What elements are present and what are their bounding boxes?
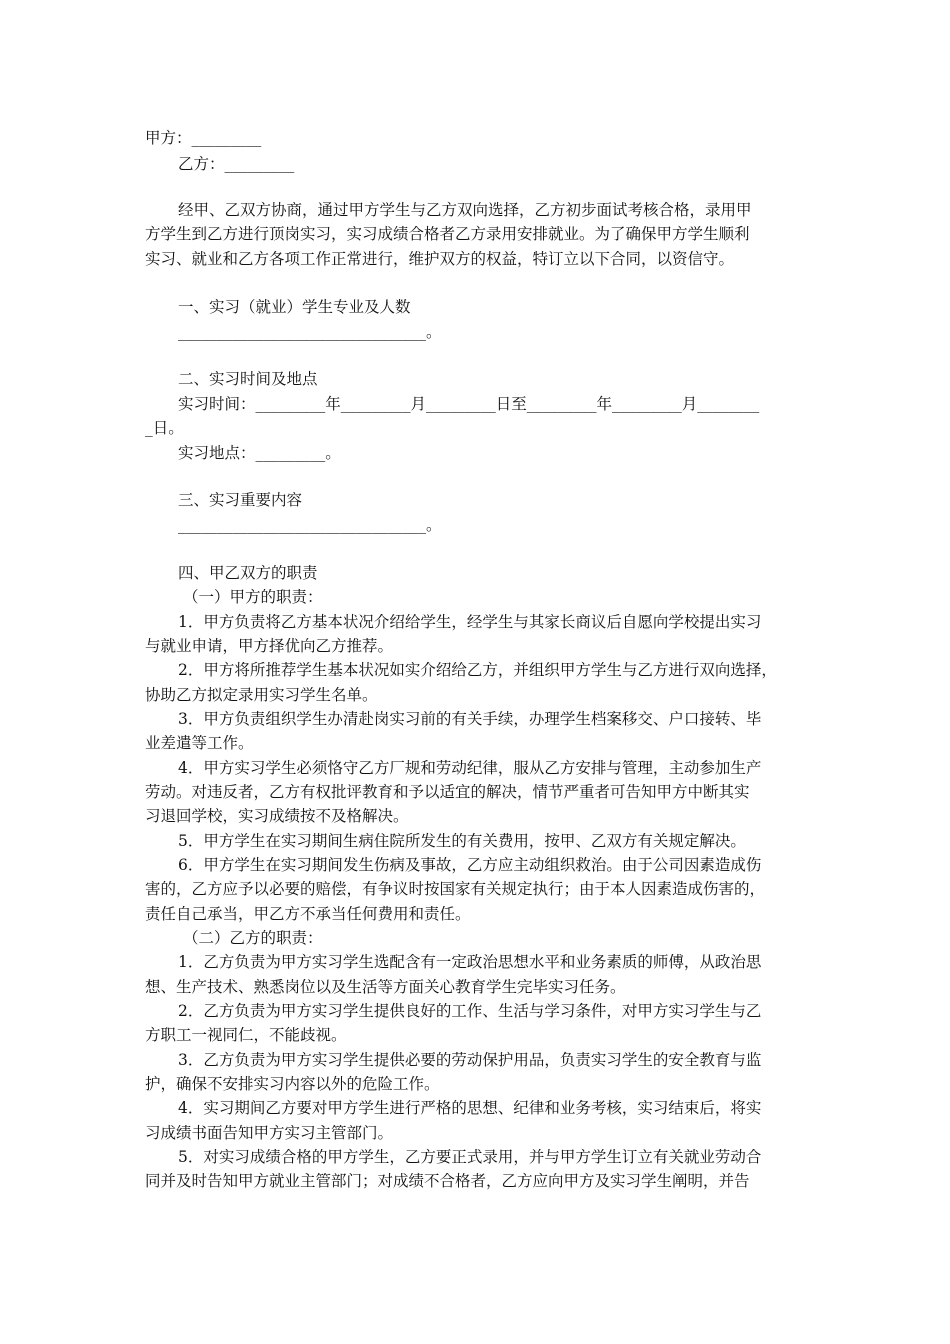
duty-line: 习成绩书面告知甲方实习主管部门。 bbox=[145, 1124, 394, 1142]
duty-line: 协助乙方拟定录用实习学生名单。 bbox=[145, 686, 378, 704]
duty-line: 3．甲方负责组织学生办清赴岗实习前的有关手续，办理学生档案移交、户口接转、毕 bbox=[178, 710, 762, 728]
internship-time-line: 实习时间：_________年_________月_________日至_________年_________月________ bbox=[178, 395, 760, 413]
duty-line: 想、生产技术、熟悉岗位以及生活等方面关心教育学生完毕实习任务。 bbox=[145, 978, 626, 996]
duty-line: 1．乙方负责为甲方实习学生选配含有一定政治思想水平和业务素质的师傅，从政治思 bbox=[178, 953, 762, 971]
duty-line: 劳动。对违反者，乙方有权批评教育和予以适宜的解决，情节严重者可告知甲方中断其实 bbox=[145, 783, 750, 801]
duty-line: 2．甲方将所推荐学生基本状况如实介绍给乙方，并组织甲方学生与乙方进行双向选择， bbox=[178, 661, 777, 679]
section-1-blank: ________________________________。 bbox=[178, 323, 442, 341]
duty-line: 业差遣等工作。 bbox=[145, 734, 254, 752]
duty-line: 5．甲方学生在实习期间生病住院所发生的有关费用，按甲、乙双方有关规定解决。 bbox=[178, 832, 746, 850]
section-4-title: 四、甲乙双方的职责 bbox=[178, 564, 318, 582]
duty-line: 护，确保不安排实习内容以外的危险工作。 bbox=[145, 1075, 440, 1093]
intro-line: 方学生到乙方进行顶岗实习，实习成绩合格者乙方录用安排就业。为了确保甲方学生顺利 bbox=[145, 225, 750, 243]
party-a-line: 甲方：_________ bbox=[145, 129, 262, 147]
intro-line: 经甲、乙双方协商，通过甲方学生与乙方双向选择，乙方初步面试考核合格，录用甲 bbox=[178, 201, 752, 219]
internship-place-line: 实习地点：_________。 bbox=[178, 444, 341, 462]
intro-line: 实习、就业和乙方各项工作正常进行，维护双方的权益，特订立以下合同，以资信守。 bbox=[145, 250, 735, 268]
duty-line: 5．对实习成绩合格的甲方学生，乙方要正式录用，并与甲方学生订立有关就业劳动合 bbox=[178, 1148, 762, 1166]
party-b-line: 乙方：_________ bbox=[178, 155, 295, 173]
duty-line: 4．甲方实习学生必须恪守乙方厂规和劳动纪律，服从乙方安排与管理，主动参加生产 bbox=[178, 759, 762, 777]
duty-line: 习退回学校，实习成绩按不及格解决。 bbox=[145, 807, 409, 825]
section-3-blank: ________________________________。 bbox=[178, 516, 442, 534]
duty-line: 害的，乙方应予以必要的赔偿，有争议时按国家有关规定执行；由于本人因素造成伤害的， bbox=[145, 880, 766, 898]
internship-time-tail: _日。 bbox=[145, 419, 184, 437]
section-3-title: 三、实习重要内容 bbox=[178, 491, 303, 509]
duty-line: 2．乙方负责为甲方实习学生提供良好的工作、生活与学习条件，对甲方实习学生与乙 bbox=[178, 1002, 762, 1020]
duty-line: 同并及时告知甲方就业主管部门；对成绩不合格者，乙方应向甲方及实习学生阐明，并告 bbox=[145, 1172, 750, 1190]
duty-line: 责任自己承当，甲乙方不承当任何费用和责任。 bbox=[145, 905, 471, 923]
section-1-title: 一、实习（就业）学生专业及人数 bbox=[178, 298, 411, 316]
duty-line: 与就业申请，甲方择优向乙方推荐。 bbox=[145, 637, 394, 655]
duty-line: 方职工一视同仁，不能歧视。 bbox=[145, 1026, 347, 1044]
party-b-duties-title: （二）乙方的职责： bbox=[183, 929, 323, 947]
duty-line: 6．甲方学生在实习期间发生伤病及事故，乙方应主动组织救治。由于公司因素造成伤 bbox=[178, 856, 762, 874]
section-2-title: 二、实习时间及地点 bbox=[178, 370, 318, 388]
party-a-duties-title: （一）甲方的职责： bbox=[183, 588, 323, 606]
duty-line: 1．甲方负责将乙方基本状况介绍给学生，经学生与其家长商议后自愿向学校提出实习 bbox=[178, 613, 762, 631]
duty-line: 4．实习期间乙方要对甲方学生进行严格的思想、纪律和业务考核，实习结束后，将实 bbox=[178, 1099, 762, 1117]
duty-line: 3．乙方负责为甲方实习学生提供必要的劳动保护用品，负责实习学生的安全教育与监 bbox=[178, 1051, 762, 1069]
